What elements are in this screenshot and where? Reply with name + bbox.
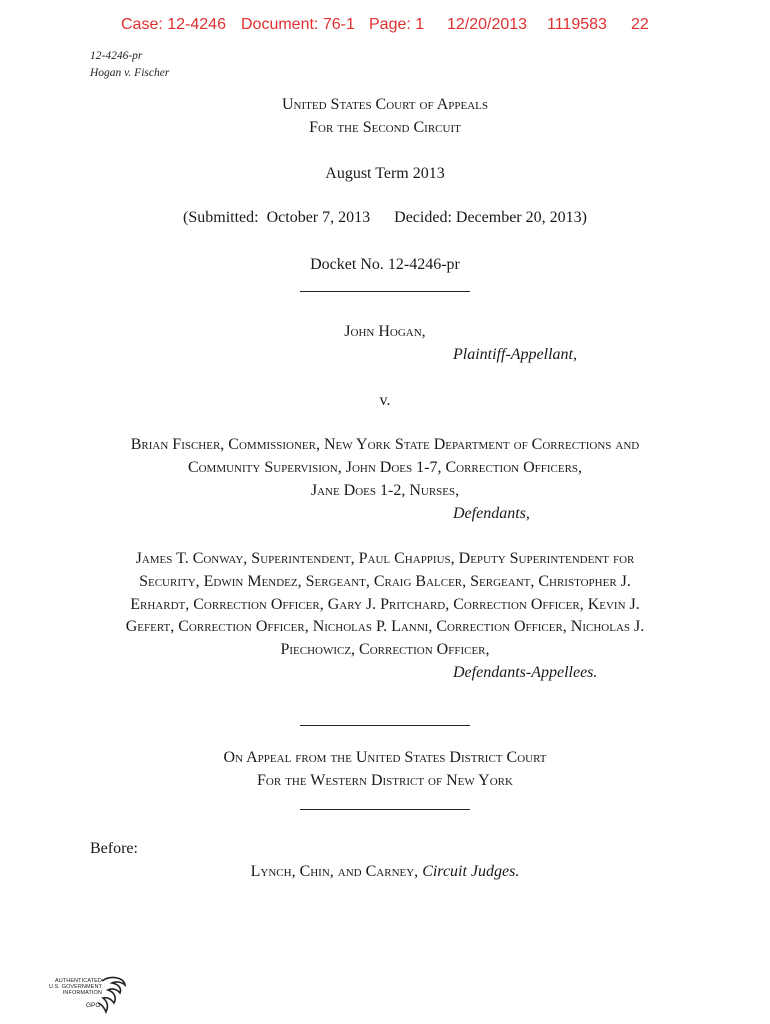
panel-judges [0, 861, 770, 883]
submission-dates: (Submitted: October 7, 2013 Decided: December 20, 2013) [183, 209, 587, 226]
appellees-role: Defendants-Appellees. [453, 664, 598, 681]
judges-title: Circuit Judges. [422, 863, 520, 880]
plaintiff-role: Plaintiff-Appellant, [453, 346, 577, 363]
judge-names: Lynch, Chin, and Carney, [250, 863, 419, 880]
versus: v. [379, 392, 391, 409]
separator-rule [300, 291, 470, 292]
separator-rule [300, 725, 470, 726]
before-label: Before: [90, 840, 138, 857]
defendants-role: Defendants, [453, 505, 530, 522]
eagle-icon [98, 975, 128, 1015]
gpo-seal-text: AUTHENTICATED U.S. GOVERNMENT INFORMATION [48, 978, 102, 997]
case-meta [90, 48, 169, 82]
separator-rule [300, 809, 470, 810]
document-number: Document: 76-1 [241, 16, 355, 33]
page-count: 22 [631, 16, 649, 33]
page-number: Page: 1 [369, 16, 425, 33]
docket-short: 12-4246-pr [90, 50, 143, 62]
filing-date: 12/20/2013 [447, 16, 528, 33]
appeal-line2: For the Western District of New York [257, 772, 513, 789]
plaintiff-name: John Hogan, [344, 323, 426, 340]
appellees-line: Piechowicz, Correction Officer, [280, 641, 490, 658]
defendants-line: Community Supervision, John Does 1-7, Correction Officers, [187, 459, 583, 476]
term: August Term 2013 [325, 165, 445, 182]
court-name-line2: For the Second Circuit [309, 119, 461, 136]
court-name-line1: United States Court of Appeals [282, 96, 488, 113]
appeal-line1: On Appeal from the United States District Court [223, 749, 547, 766]
defendants-line: Brian Fischer, Commissioner, New York State Department of Corrections and [130, 436, 640, 453]
appellees-line: Gefert, Correction Officer, Nicholas P. Lanni, Correction Officer, Nicholas J. [125, 618, 645, 635]
short-title: Hogan v. Fischer [90, 67, 170, 79]
appellees-line: Security, Edwin Mendez, Sergeant, Craig Balcer, Sergeant, Christopher J. [139, 573, 631, 590]
gpo-label: GPO [86, 1002, 101, 1009]
case-number: Case: 12-4246 [121, 16, 226, 33]
defendants-line: Jane Does 1-2, Nurses, [310, 482, 460, 499]
appellees-line: James T. Conway, Superintendent, Paul Chappius, Deputy Superintendent for [135, 550, 635, 567]
filing-id: 1119583 [547, 16, 607, 33]
gpo-authentication-seal [46, 975, 128, 1015]
docket-number: Docket No. 12-4246-pr [310, 256, 460, 273]
appellees-line: Erhardt, Correction Officer, Gary J. Pritchard, Correction Officer, Kevin J. [130, 596, 640, 613]
